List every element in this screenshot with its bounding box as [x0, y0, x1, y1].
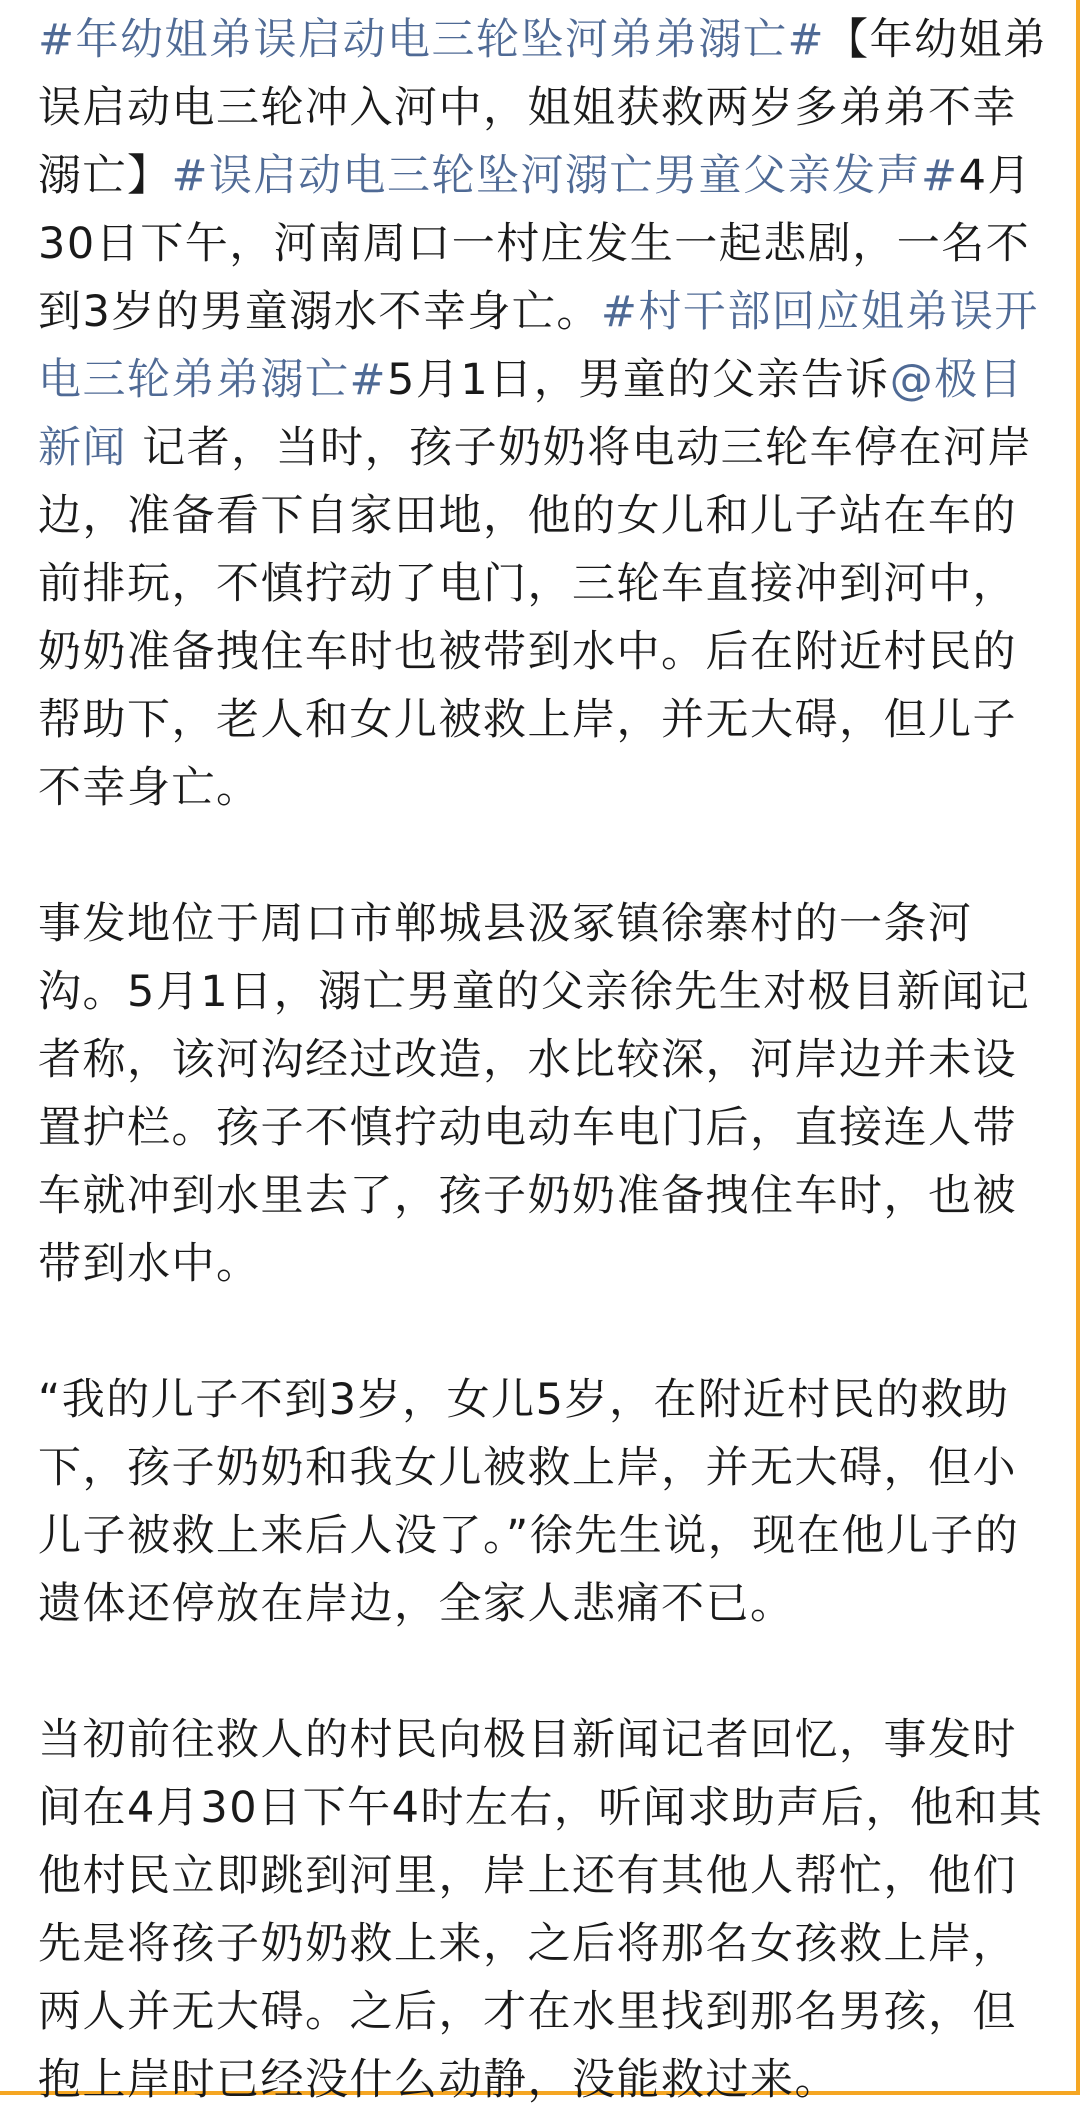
headline-text: 【年幼姐弟误启动电三轮冲入河中，姐姐获救两岁多弟弟不幸溺亡】 — [38, 15, 1048, 201]
paragraph-3: “我的儿子不到3岁，女儿5岁，在附近村民的救助下，孩子奶奶和我女儿被救上岸，并无大碍，但小儿子被救上来后人没了。”徐先生说，现在他儿子的遗体还停放在岸边，全家人悲痛不已。 — [38, 1375, 1020, 1629]
paragraph-1 — [38, 6, 1048, 822]
body-text-1: 4月30日下午，河南周口一村庄发生一起悲剧，一名不到3岁的男童溺水不幸身亡。 — [38, 151, 1032, 337]
topic-link-3[interactable]: #村干部回应姐弟误开电三轮弟弟溺亡# — [38, 287, 1039, 405]
frame-border-right — [1076, 0, 1080, 2095]
body-text-2: 5月1日，男童的父亲告诉 — [387, 355, 890, 405]
paragraph-4: 当初前往救人的村民向极目新闻记者回忆，事发时间在4月30日下午4时左右，听闻求助声后，他和其他村民立即跳到河里，岸上还有其他人帮忙，他们先是将孩子奶奶救上来，之后将那名女孩救上岸，两人并无大碍。之后，才在水里找到那名男孩，但抱上岸时已经没什么动静，没能救过来。 — [38, 1715, 1044, 2105]
post-body — [38, 6, 1048, 2114]
mention-link[interactable]: @极目新闻 — [38, 355, 1024, 473]
topic-link-1[interactable]: #年幼姐弟误启动电三轮坠河弟弟溺亡# — [38, 15, 826, 65]
topic-link-2[interactable]: #误启动电三轮坠河溺亡男童父亲发声# — [171, 151, 959, 201]
body-text-3: 记者，当时，孩子奶奶将电动三轮车停在河岸边，准备看下自家田地，他的女儿和儿子站在车的前排玩，不慎拧动了电门，三轮车直接冲到河中，奶奶准备拽住车时也被带到水中。后在附近村民的帮助下，老人和女儿被救上岸，并无大碍，但儿子不幸身亡。 — [38, 423, 1033, 813]
paragraph-2: 事发地位于周口市郸城县汲冢镇徐寨村的一条河沟。5月1日，溺亡男童的父亲徐先生对极目新闻记者称，该河沟经过改造，水比较深，河岸边并未设置护栏。孩子不慎拧动电动车电门后，直接连人带车就冲到水里去了，孩子奶奶准备拽住车时，也被带到水中。 — [38, 899, 1031, 1289]
